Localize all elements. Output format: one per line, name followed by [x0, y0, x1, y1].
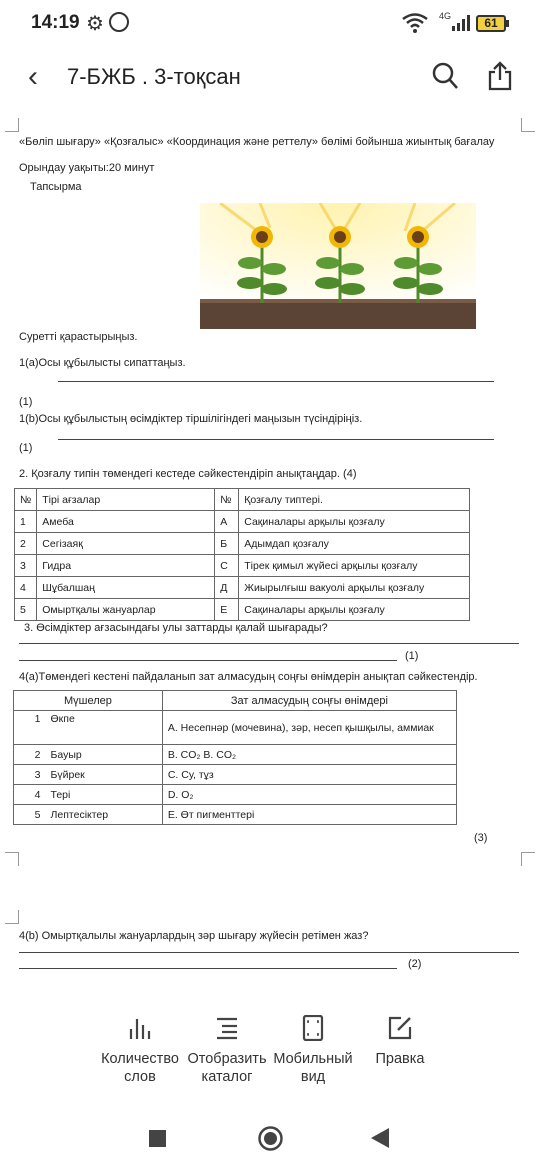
edit-button[interactable] [352, 1015, 448, 1068]
table-header-cell: Қозғалу типтері. [239, 489, 470, 511]
question-1a: 1(а)Осы құбылысты сипаттаңыз. [19, 357, 186, 369]
table-row [15, 533, 470, 555]
crop-mark [521, 852, 535, 866]
question-4b-score: (2) [408, 958, 422, 970]
system-nav-bar [0, 1112, 540, 1170]
table-row [15, 577, 470, 599]
answer-line [58, 381, 494, 382]
question-2: 2. Қозғалу типін төмендегі кестеде сәйкестендіріп анықтаңдар. (4) [19, 468, 357, 480]
question-1a-score: (1) [19, 396, 33, 408]
table-cell: Лептесіктер [46, 805, 163, 825]
back-arrow-icon[interactable]: ‹ [28, 60, 38, 93]
table-cell: 1 [15, 511, 37, 533]
table-header-row [15, 489, 470, 511]
table-cell: Адымдап қозғалу [239, 533, 470, 555]
signal-bars-icon [452, 15, 470, 31]
table-row [14, 805, 457, 825]
mobile-view-button[interactable] [265, 1015, 361, 1086]
question-4a: 4(а)Төмендегі кестені пайдаланып зат алмасудың соңғы өнімдерін анықтап сәйкестендір. [19, 671, 478, 683]
wifi-icon [402, 13, 428, 33]
table-cell: 3 [15, 555, 37, 577]
table-cell: 4 [14, 785, 46, 805]
table-cell: Сақиналары арқылы қозғалу [239, 599, 470, 621]
document-title: 7-БЖБ . 3-тоқсан [67, 64, 241, 89]
doc-duration: Орындау уақыты:20 минут [19, 162, 155, 174]
mobile-view-icon [300, 1015, 326, 1041]
table-cell: D. O₂ [162, 785, 456, 805]
table-cell: 2 [14, 745, 46, 765]
table-header-cell: Зат алмасудың соңғы өнімдері [162, 691, 456, 711]
status-time: 14:19 [31, 12, 80, 33]
show-catalog-button[interactable] [179, 1015, 275, 1086]
table-cell: Е [215, 599, 239, 621]
sunflower-phototropism-image [200, 203, 476, 329]
table-cell: С. Су, тұз [162, 765, 456, 785]
table-cell: А [215, 511, 239, 533]
doc-heading: «Бөліп шығару» «Қозғалыс» «Координация және реттелу» бөлімі бойынша жиынтық бағалау [19, 136, 495, 148]
table-row [15, 599, 470, 621]
crop-mark [5, 910, 19, 924]
question-3-score: (1) [405, 650, 419, 662]
crop-mark [5, 852, 19, 866]
answer-line [19, 952, 519, 953]
mobile-view-label: Мобильный вид [273, 1051, 353, 1085]
network-type: 4G [439, 11, 452, 21]
crop-mark [521, 118, 535, 132]
table-cell: Бүйрек [46, 765, 163, 785]
table-cell: А. Несепнәр (мочевина), зәр, несеп қышқылы, аммиак [162, 711, 456, 745]
answer-line [58, 439, 494, 440]
bottom-toolbar [0, 995, 540, 1105]
question-4b: 4(b) Омыртқалылы жануарлардың зәр шығару жүйесін ретімен жаз? [19, 930, 369, 942]
question-1b-score: (1) [19, 442, 33, 454]
table-cell: 5 [15, 599, 37, 621]
question-3: 3. Өсімдіктер ағзасындағы улы заттарды қалай шығарады? [24, 622, 328, 634]
table-row [14, 765, 457, 785]
table-row [15, 555, 470, 577]
table-cell: В. CO₂ B. CO₂ [162, 745, 456, 765]
show-catalog-label: Отобразить каталог [187, 1051, 267, 1085]
table-cell: Е. Өт пигменттері [162, 805, 456, 825]
edit-label: Правка [375, 1051, 425, 1067]
table-cell: 3 [14, 765, 46, 785]
table-cell: Жиырылғыш вакуолі арқылы қозғалу [239, 577, 470, 599]
answer-line [19, 660, 397, 661]
status-bar [0, 0, 540, 48]
question-1b: 1(b)Осы құбылыстың өсімдіктер тіршілігіндегі маңызын түсіндіріңіз. [19, 413, 363, 425]
table-cell: Шұбалшаң [37, 577, 215, 599]
table-cell: Омыртқалы жануарлар [37, 599, 215, 621]
document-page[interactable] [0, 110, 540, 990]
table-cell: Гидра [37, 555, 215, 577]
word-count-label: Количество слов [101, 1051, 179, 1085]
crop-mark [5, 118, 19, 132]
back-triangle-icon[interactable] [371, 1128, 389, 1148]
table-header-cell: Мүшелер [14, 691, 163, 711]
table-row [15, 511, 470, 533]
answer-line [19, 643, 519, 644]
table-cell: Б [215, 533, 239, 555]
edit-icon [387, 1015, 413, 1041]
word-count-icon [127, 1015, 153, 1041]
table-cell: 1 [14, 711, 46, 745]
metabolism-products-table [13, 690, 457, 825]
look-at-picture: Суретті қарастырыңыз. [19, 331, 138, 343]
table-cell: Д [215, 577, 239, 599]
recents-square-icon[interactable] [149, 1130, 166, 1147]
table-header-cell: № [15, 489, 37, 511]
table-cell: 5 [14, 805, 46, 825]
app-bar [0, 48, 540, 104]
table-header-cell: Тірі ағзалар [37, 489, 215, 511]
share-icon[interactable] [487, 61, 513, 91]
table-cell: Сақиналары арқылы қозғалу [239, 511, 470, 533]
table-cell: Амеба [37, 511, 215, 533]
table-header-row [14, 691, 457, 711]
word-count-button[interactable] [92, 1015, 188, 1086]
catalog-list-icon [214, 1015, 240, 1041]
search-icon[interactable] [432, 62, 458, 90]
table-cell: Тірек қимыл жүйесі арқылы қозғалу [239, 555, 470, 577]
table-cell: Сегізаяқ [37, 533, 215, 555]
answer-line [19, 968, 397, 969]
table-row [14, 711, 457, 745]
table-cell: 4 [15, 577, 37, 599]
movement-types-table [14, 488, 470, 621]
settings-gear-icon: ⚙ [86, 13, 104, 35]
table-cell: Бауыр [46, 745, 163, 765]
whatsapp-icon [109, 12, 129, 32]
battery-tip [506, 20, 509, 27]
table-cell: 2 [15, 533, 37, 555]
table-cell: С [215, 555, 239, 577]
home-circle-icon[interactable] [257, 1125, 284, 1152]
table-cell: Тері [46, 785, 163, 805]
question-4a-score: (3) [474, 832, 488, 844]
task-label: Тапсырма [30, 181, 82, 193]
table-row [14, 785, 457, 805]
table-header-cell: № [215, 489, 239, 511]
table-cell: Өкпе [46, 711, 163, 745]
battery-icon: 61 [476, 15, 506, 32]
table-row [14, 745, 457, 765]
